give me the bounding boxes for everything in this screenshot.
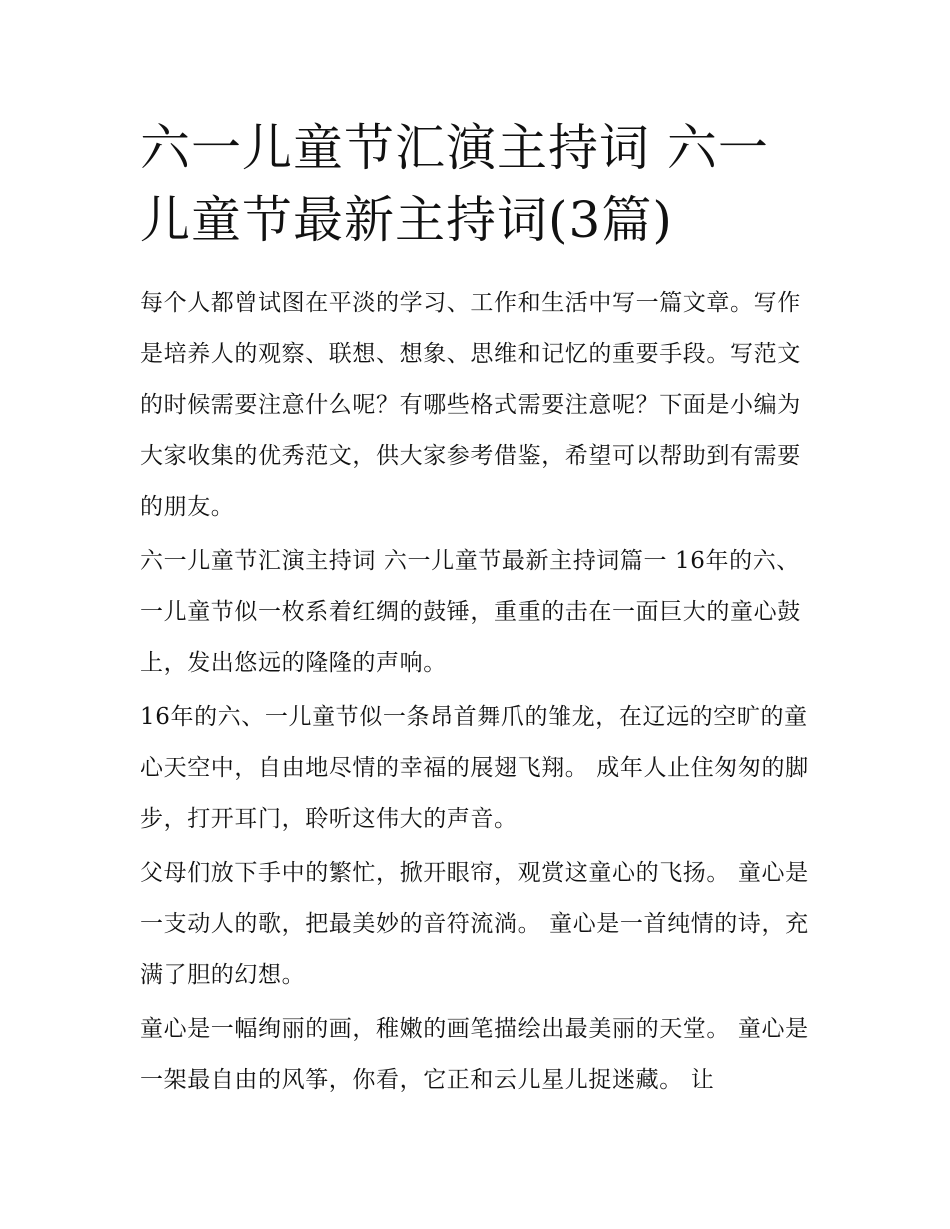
paragraph-section-one: 六一儿童节汇演主持词 六一儿童节最新主持词篇一 16年的六、一儿童节似一枚系着红绸的鼓锤，重重的击在一面巨大的童心鼓上，发出悠远的隆隆的声响。 bbox=[140, 548, 801, 676]
paragraph-parents: 父母们放下手中的繁忙，掀开眼帘，观赏这童心的飞扬。 童心是一支动人的歌，把最美妙的音符流淌。 童心是一首纯情的诗，充满了胆的幻想。 bbox=[140, 860, 809, 988]
paragraph-dragon: 16年的六、一儿童节似一条昂首舞爪的雏龙，在辽远的空旷的童心天空中，自由地尽情的幸福的展翅飞翔。 成年人止住匆匆的脚步，打开耳门，聆听这伟大的声音。 bbox=[140, 704, 809, 832]
document-body bbox=[140, 278, 812, 1106]
document-title: 六一儿童节汇演主持词 六一儿童节最新主持词(3篇) bbox=[140, 119, 769, 249]
paragraph-painting: 童心是一幅绚丽的画，稚嫩的画笔描绘出最美丽的天堂。 童心是一架最自由的风筝，你看，它正和云儿星儿捉迷藏。 让 bbox=[140, 1016, 809, 1093]
paragraph-intro: 每个人都曾试图在平淡的学习、工作和生活中写一篇文章。写作是培养人的观察、联想、想象、思维和记忆的重要手段。写范文的时候需要注意什么呢？有哪些格式需要注意呢？下面是小编为大家收集的优秀范文，供大家参考借鉴，希望可以帮助到有需要的朋友。 bbox=[140, 290, 801, 520]
